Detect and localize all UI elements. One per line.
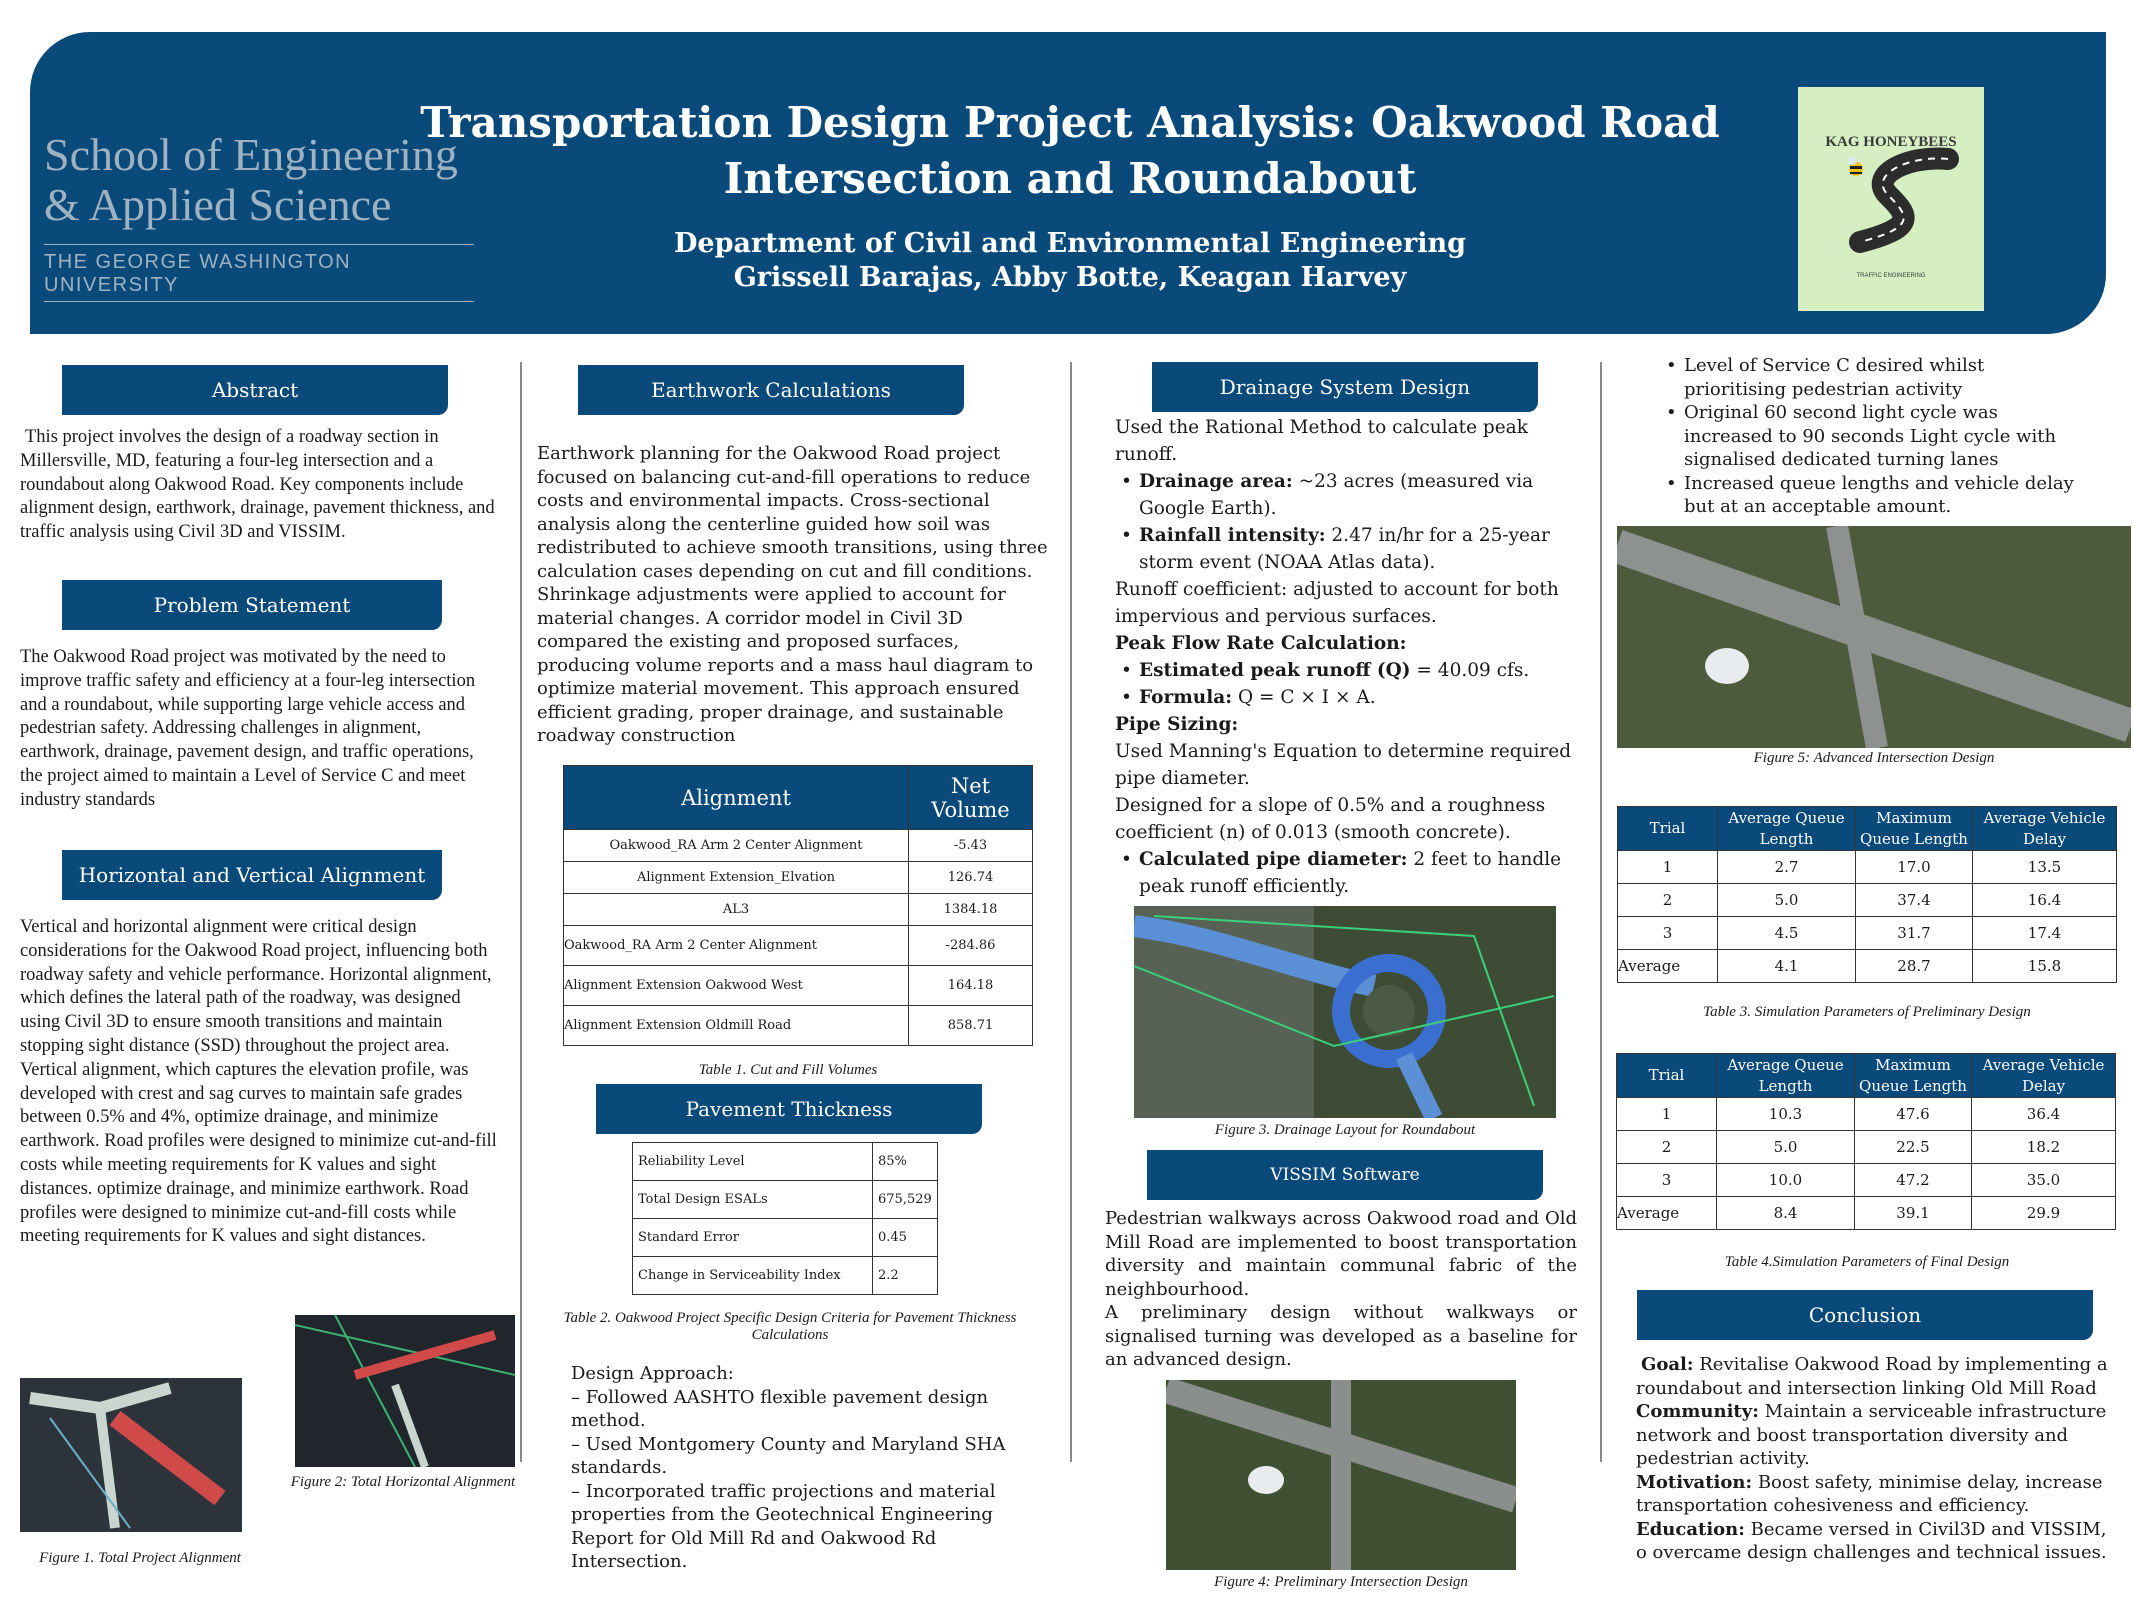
title-block xyxy=(420,95,1720,295)
community-label: Community: xyxy=(1636,1401,1759,1422)
formula-label: Formula: xyxy=(1139,687,1233,708)
abstract-text: This project involves the design of a roadway section in Millersville, MD, featuring a four-leg intersection and a roundabout along Oakwood Road. Key components include alignment design, earthwork, drainage, pavement thickness, and traffic analysis using Civil 3D and VISSIM. xyxy=(20,427,495,543)
table1-header-alignment: Alignment xyxy=(564,766,909,830)
vissim-heading: VISSIM Software xyxy=(1147,1150,1543,1200)
table-cell: 85% xyxy=(873,1143,938,1181)
table-cell: 31.7 xyxy=(1856,917,1973,950)
table-cell: 36.4 xyxy=(1972,1098,2116,1131)
table-3 xyxy=(1617,806,2117,983)
column-divider xyxy=(1600,362,1602,1462)
table-cell: 1384.18 xyxy=(909,894,1033,926)
vissim-text xyxy=(1105,1207,1577,1372)
table-4-caption: Table 4.Simulation Parameters of Final Design xyxy=(1724,1254,2010,1270)
school-line1: School of Engineering xyxy=(44,129,458,180)
education-label: Education: xyxy=(1636,1518,1745,1540)
figure-1-caption: Figure 1. Total Project Alignment xyxy=(39,1550,241,1566)
problem-heading: Problem Statement xyxy=(62,580,442,630)
figure-3-caption: Figure 3. Drainage Layout for Roundabout xyxy=(1214,1122,1476,1138)
table3-header: Average Queue Length xyxy=(1718,807,1856,851)
table-3-caption: Table 3. Simulation Parameters of Preliminary Design xyxy=(1703,1004,2031,1020)
vissim-paragraph-1: Pedestrian walkways across Oakwood road and Old Mill Road are implemented to boost transportation diversity and maintain communal fabric of the neighbourhood. xyxy=(1105,1208,1577,1300)
table-cell: -284.86 xyxy=(909,926,1033,966)
pipe-diameter-text: 2 feet to handle peak runoff efficiently. xyxy=(1139,849,1562,897)
table-cell: Average xyxy=(1617,1197,1717,1230)
table3-header: Average Vehicle Delay xyxy=(1973,807,2117,851)
table-cell: 5.0 xyxy=(1718,884,1856,917)
figure-2-caption: Figure 2: Total Horizontal Alignment xyxy=(290,1474,516,1490)
table-cell: Alignment Extension Oldmill Road xyxy=(564,1006,909,1046)
list-item xyxy=(1115,522,1585,576)
rainfall-text: 2.47 in/hr for a 25-year storm event (NOAA Atlas data). xyxy=(1139,525,1550,573)
table4-header: Maximum Queue Length xyxy=(1855,1054,1972,1098)
poster-title xyxy=(420,95,1720,207)
table-cell: 37.4 xyxy=(1856,884,1973,917)
table-cell: 126.74 xyxy=(909,862,1033,894)
design-approach-item: – Incorporated traffic projections and material properties from the Geotechnical Engineering Report for Old Mill Rd and Oakwood Rd Intersection. xyxy=(571,1480,996,1572)
list-item: • Original 60 second light cycle was increased to 90 seconds Light cycle with signalised dedicated turning lanes xyxy=(1660,401,2080,472)
figure-1-image xyxy=(20,1378,242,1532)
community-text: Maintain a serviceable infrastructure network and boost transportation diversity and pedestrian activity. xyxy=(1636,1401,2107,1469)
pipe-sizing-text: Used Manning's Equation to determine required pipe diameter. xyxy=(1115,741,1572,789)
table-cell: 47.2 xyxy=(1855,1164,1972,1197)
table-cell: 2 xyxy=(1618,884,1718,917)
table4-header: Trial xyxy=(1617,1054,1717,1098)
table-cell: 39.1 xyxy=(1855,1197,1972,1230)
table-cell: Alignment Extension Oakwood West xyxy=(564,966,909,1006)
figure-2-image xyxy=(295,1315,515,1467)
table-cell: 675,529 xyxy=(873,1181,938,1219)
title-line2: Intersection and Roundabout xyxy=(723,154,1417,203)
table-cell: 17.0 xyxy=(1856,851,1973,884)
table-cell: Oakwood_RA Arm 2 Center Alignment xyxy=(564,830,909,862)
design-approach-item: – Followed AASHTO flexible pavement design method. xyxy=(571,1386,989,1431)
table-cell: 15.8 xyxy=(1973,950,2117,983)
table-cell: 1 xyxy=(1618,851,1718,884)
table-cell: 1 xyxy=(1617,1098,1717,1131)
title-line1: Transportation Design Project Analysis: Oakwood Road xyxy=(420,98,1720,147)
goal-text: Revitalise Oakwood Road by implementing a roundabout and intersection linking Old Mill Road xyxy=(1636,1354,2108,1399)
table-2-caption-line1: Table 2. Oakwood Project Specific Design Criteria for Pavement Thickness xyxy=(563,1310,1017,1326)
vissim-paragraph-2: A preliminary design without walkways or signalised turning was developed as a baseline for an advanced design. xyxy=(1105,1302,1577,1370)
column-divider xyxy=(1070,362,1072,1462)
drainage-intro: Used the Rational Method to calculate peak runoff. xyxy=(1115,417,1528,465)
peak-runoff-text: = 40.09 cfs. xyxy=(1410,660,1530,681)
list-item xyxy=(1115,468,1585,522)
table-cell: AL3 xyxy=(564,894,909,926)
earthwork-heading: Earthwork Calculations xyxy=(578,365,964,415)
table-2-caption xyxy=(530,1310,1050,1344)
goal-label: Goal: xyxy=(1641,1354,1694,1375)
drainage-heading: Drainage System Design xyxy=(1152,362,1538,412)
table-2-caption-line2: Calculations xyxy=(751,1327,829,1343)
table3-header: Maximum Queue Length xyxy=(1856,807,1973,851)
conclusion-heading: Conclusion xyxy=(1637,1290,2093,1340)
conclusion-goal xyxy=(1636,1353,2116,1400)
department: Department of Civil and Environmental Engineering xyxy=(673,228,1467,259)
road-icon xyxy=(1798,147,1984,267)
table-cell: 858.71 xyxy=(909,1006,1033,1046)
alignment-text: Vertical and horizontal alignment were critical design considerations for the Oakwood Road project, influencing both roadway safety and vehicle performance. Horizontal alignment, which defines the lateral path of the roadway, was designed using Civil 3D to ensure smooth transitions and maintain stopping sight distance (SSD) throughout the project area. Vertical alignment, which captures the elevation profile, was developed with crest and sag curves to maintain safe grades between 0.5% and 4%, optimize drainage, and minimize earthwork. Road profiles were designed to minimize cut-and-fill costs while meeting requirements for K values and sight distances. optimize drainage, and minimize earthwork. Road profiles were designed to minimize cut-and-fill costs while meeting requirements for K values and sight distances. xyxy=(20,917,497,1247)
table-cell: 17.4 xyxy=(1973,917,2117,950)
drainage-area-text: ~23 acres (measured via Google Earth). xyxy=(1139,471,1534,519)
runoff-coefficient: Runoff coefficient: adjusted to account for both impervious and pervious surfaces. xyxy=(1115,579,1559,627)
conclusion-education xyxy=(1636,1518,2116,1565)
table-cell: 3 xyxy=(1618,917,1718,950)
table-cell: 28.7 xyxy=(1856,950,1973,983)
earthwork-table xyxy=(563,765,1033,1046)
table-cell: 2 xyxy=(1617,1131,1717,1164)
column-divider xyxy=(520,362,522,1462)
table-cell: 2.2 xyxy=(873,1257,938,1295)
table-cell: 8.4 xyxy=(1717,1197,1855,1230)
table-cell: 10.3 xyxy=(1717,1098,1855,1131)
table4-header: Average Queue Length xyxy=(1717,1054,1855,1098)
team-logo xyxy=(1798,87,1984,311)
list-item xyxy=(1115,684,1585,711)
table3-header: Trial xyxy=(1618,807,1718,851)
list-item: • Level of Service C desired whilst prioritising pedestrian activity xyxy=(1660,354,2080,401)
conclusion-text xyxy=(1636,1353,2116,1565)
pipe-sizing-text: Designed for a slope of 0.5% and a roughness coefficient (n) of 0.013 (smooth concrete). xyxy=(1115,795,1546,843)
table-4 xyxy=(1616,1053,2116,1230)
pavement-heading: Pavement Thickness xyxy=(596,1084,982,1134)
school-logo xyxy=(44,130,474,302)
drainage-text xyxy=(1115,414,1585,900)
pipe-diameter-label: Calculated pipe diameter: xyxy=(1139,849,1408,870)
figure-4-caption: Figure 4: Preliminary Intersection Design xyxy=(1214,1574,1468,1590)
table-cell: Change in Serviceability Index xyxy=(633,1257,873,1295)
table-cell: 29.9 xyxy=(1972,1197,2116,1230)
university-name: THE GEORGE WASHINGTON UNIVERSITY xyxy=(44,244,474,302)
list-item: • Increased queue lengths and vehicle delay but at an acceptable amount. xyxy=(1660,472,2080,519)
table-1-caption: Table 1. Cut and Fill Volumes xyxy=(698,1062,878,1078)
table-cell: -5.43 xyxy=(909,830,1033,862)
earthwork-text: Earthwork planning for the Oakwood Road project focused on balancing cut-and-fill operations to reduce costs and environmental impacts. Cross-sectional analysis along the centerline guided how soil was redistributed to achieve smooth transitions, using three calculation cases depending on cut and fill conditions. Shrinkage adjustments were applied to account for material changes. A corridor model in Civil 3D compared the existing and proposed surfaces, producing volume reports and a mass haul diagram to optimize material movement. This approach ensured efficient grading, proper drainage, and sustainable roadway construction xyxy=(537,443,1048,746)
table-cell: Reliability Level xyxy=(633,1143,873,1181)
table-cell: 3 xyxy=(1617,1164,1717,1197)
logo-brand: KAG HONEYBEES xyxy=(1825,134,1957,150)
design-approach-title: Design Approach: xyxy=(571,1363,734,1384)
problem-text: The Oakwood Road project was motivated by the need to improve traffic safety and efficiency at a four-leg intersection and a roundabout, while supporting large vehicle access and pedestrian safety. Addressing challenges in alignment, earthwork, drainage, pavement design, and traffic operations, the project aimed to maintain a Level of Service C and meet industry standards xyxy=(20,647,476,810)
peak-runoff-label: Estimated peak runoff (Q) xyxy=(1139,660,1411,681)
table-cell: Average xyxy=(1618,950,1718,983)
school-line2: & Applied Science xyxy=(44,179,392,230)
design-approach-item: – Used Montgomery County and Maryland SHA standards. xyxy=(571,1433,1006,1478)
motivation-label: Motivation: xyxy=(1636,1471,1753,1493)
table-cell: 16.4 xyxy=(1973,884,2117,917)
formula-text: Q = C × I × A. xyxy=(1232,687,1376,708)
table-cell: 4.5 xyxy=(1718,917,1856,950)
figure-4-image xyxy=(1166,1380,1516,1570)
table4-header: Average Vehicle Delay xyxy=(1972,1054,2116,1098)
figure-5-caption: Figure 5: Advanced Intersection Design xyxy=(1753,750,1995,766)
table-cell: 2.7 xyxy=(1718,851,1856,884)
table-cell: 164.18 xyxy=(909,966,1033,1006)
table-cell: Alignment Extension_Elvation xyxy=(564,862,909,894)
conclusion-community xyxy=(1636,1400,2116,1471)
table-cell: 4.1 xyxy=(1718,950,1856,983)
right-bullets xyxy=(1660,354,2080,519)
drainage-area-label: Drainage area: xyxy=(1139,471,1293,492)
abstract-heading: Abstract xyxy=(62,365,448,415)
figure-5-image xyxy=(1617,526,2131,748)
list-item xyxy=(1115,657,1585,684)
table-cell: 22.5 xyxy=(1855,1131,1972,1164)
table-cell: Oakwood_RA Arm 2 Center Alignment xyxy=(564,926,909,966)
table-cell: 10.0 xyxy=(1717,1164,1855,1197)
table-cell: 13.5 xyxy=(1973,851,2117,884)
figure-3-image xyxy=(1134,906,1556,1118)
table-cell: 0.45 xyxy=(873,1219,938,1257)
design-approach xyxy=(571,1362,1011,1574)
conclusion-motivation xyxy=(1636,1471,2116,1518)
logo-subtitle: TRAFFIC ENGINEERING xyxy=(1856,273,1926,279)
motivation-text: Boost safety, minimise delay, increase transportation cohesiveness and efficiency. xyxy=(1636,1471,2103,1516)
pipe-sizing-title: Pipe Sizing: xyxy=(1115,714,1239,735)
table-cell: Total Design ESALs xyxy=(633,1181,873,1219)
alignment-heading: Horizontal and Vertical Alignment xyxy=(62,850,442,900)
table-cell: 47.6 xyxy=(1855,1098,1972,1131)
peak-flow-title: Peak Flow Rate Calculation: xyxy=(1115,633,1407,654)
table-cell: 35.0 xyxy=(1972,1164,2116,1197)
education-text: Became versed in Civil3D and VISSIM, o overcame design challenges and technical issues. xyxy=(1636,1518,2107,1563)
table1-header-volume: Net Volume xyxy=(909,766,1033,830)
table-cell: 5.0 xyxy=(1717,1131,1855,1164)
rainfall-label: Rainfall intensity: xyxy=(1139,525,1326,546)
table-cell: Standard Error xyxy=(633,1219,873,1257)
authors: Grissell Barajas, Abby Botte, Keagan Harvey xyxy=(733,262,1407,293)
list-item xyxy=(1115,846,1585,900)
pavement-table xyxy=(632,1142,938,1295)
table-cell: 18.2 xyxy=(1972,1131,2116,1164)
